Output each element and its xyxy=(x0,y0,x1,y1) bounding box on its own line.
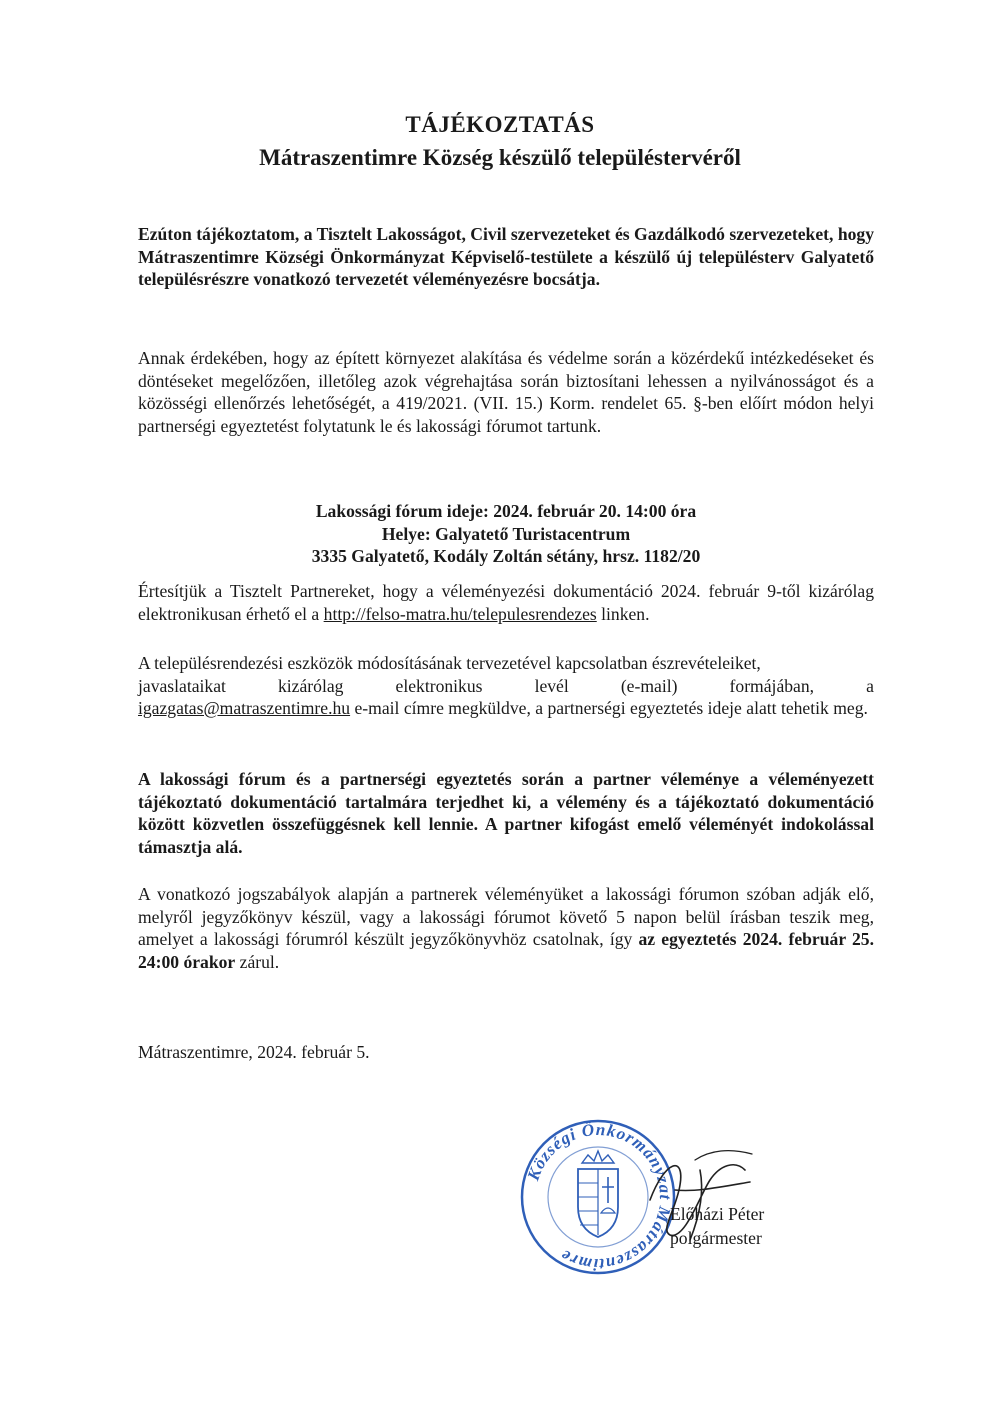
documentation-link[interactable]: http://felso-matra.hu/telepulesrendezes xyxy=(323,603,597,624)
deadline-paragraph xyxy=(138,883,874,973)
document-title: TÁJÉKOZTATÁS xyxy=(405,112,595,137)
deadline-highlight: az egyeztetés 2024. február 25. 24:00 órakor xyxy=(138,929,874,972)
forum-details xyxy=(0,500,1000,568)
comments-word: kizárólag xyxy=(278,675,344,696)
partner-opinion-paragraph: A lakossági fórum és a partnerségi egyeztetés során a partner véleménye a véleményezett tájékoztató dokumentáció tartalmára terjedhet ki, a vélemény és a tájékoztató dokumentáció között közvetlen összefüggésnek kell lennie. A partner kifogást emelő véleményét indokolással támasztja alá. xyxy=(138,769,874,857)
signer-role: polgármester xyxy=(670,1228,762,1248)
comments-text-end: e-mail címre megküldve, a partnerségi egyeztetés ideje alatt tehetik meg. xyxy=(350,698,868,719)
comments-word: levél xyxy=(534,675,569,696)
comments-word: javaslataikat xyxy=(138,675,226,696)
documentation-text-end: linken. xyxy=(596,603,650,624)
signer-block xyxy=(670,1202,764,1250)
forum-address: 3335 Galyatető, Kodály Zoltán sétány, hrsz. 1182/20 xyxy=(311,546,701,567)
comments-line-1 xyxy=(138,652,874,675)
comments-line-2 xyxy=(138,675,874,698)
intro-paragraph: Ezúton tájékoztatom, a Tisztelt Lakosságot, Civil szervezeteket és Gazdálkodó szervezeteket, hogy Mátraszentimre Községi Önkormányzat Képviselő-testülete a készülő új településterv Galyatető településrészre vonatkozó tervezetét véleményezésre bocsátja. xyxy=(138,224,874,290)
comments-line-1-text: A településrendezési eszközök módosításának tervezetével kapcsolatban észrevételeiket, xyxy=(138,653,761,673)
forum-place: Helye: Galyatető Turistacentrum xyxy=(381,523,631,544)
stamp-text: Községi Önkormányzat Mátraszentimre xyxy=(523,1119,676,1275)
comments-paragraph xyxy=(138,652,874,720)
date-line: Mátraszentimre, 2024. február 5. xyxy=(138,1042,370,1062)
document-subtitle: Mátraszentimre Község készülő településtervéről xyxy=(259,145,741,170)
deadline-text-end: zárul. xyxy=(235,951,280,972)
documentation-paragraph xyxy=(138,580,874,625)
deadline-text: A vonatkozó jogszabályok alapján a partnerek véleményüket a lakossági fórumon szóban adják elő, melyről jegyzőkönyv készül, vagy a lakossági fórumot követő 5 napon belül írásban teszik meg, amelyet a lakossági fórumról készült jegyzőkönyvhöz csatolnak, így xyxy=(138,884,874,950)
forum-time: Lakossági fórum ideje: 2024. február 20. 14:00 óra xyxy=(315,501,697,521)
comments-word: formájában, xyxy=(729,675,815,696)
legal-basis-paragraph: Annak érdekében, hogy az épített környezet alakítása és védelme során a közérdekű intézkedéseket és döntéseket megelőzően, illetőleg azok végrehajtása során biztosítani lehessen a nyilvánosságot és a közösségi ellenőrzés lehetőségét, a 419/2021. (VII. 15.) Korm. rendelet 65. §-ben előírt módon helyi partnerségi egyeztetést folytatunk le és lakossági fórumot tartunk. xyxy=(138,348,874,436)
signer-name: Előházi Péter xyxy=(670,1204,765,1224)
coat-of-arms-icon xyxy=(578,1151,618,1237)
comments-line-3 xyxy=(138,697,874,720)
comments-word: a xyxy=(866,675,874,696)
email-link[interactable]: igazgatas@matraszentimre.hu xyxy=(138,698,351,719)
comments-word: (e-mail) xyxy=(620,675,678,696)
documentation-text: Értesítjük a Tisztelt Partnereket, hogy a véleményezési dokumentáció 2024. február 9-től kizárólag elektronikusan érhető el a xyxy=(138,581,874,624)
comments-word: elektronikus xyxy=(395,675,483,696)
